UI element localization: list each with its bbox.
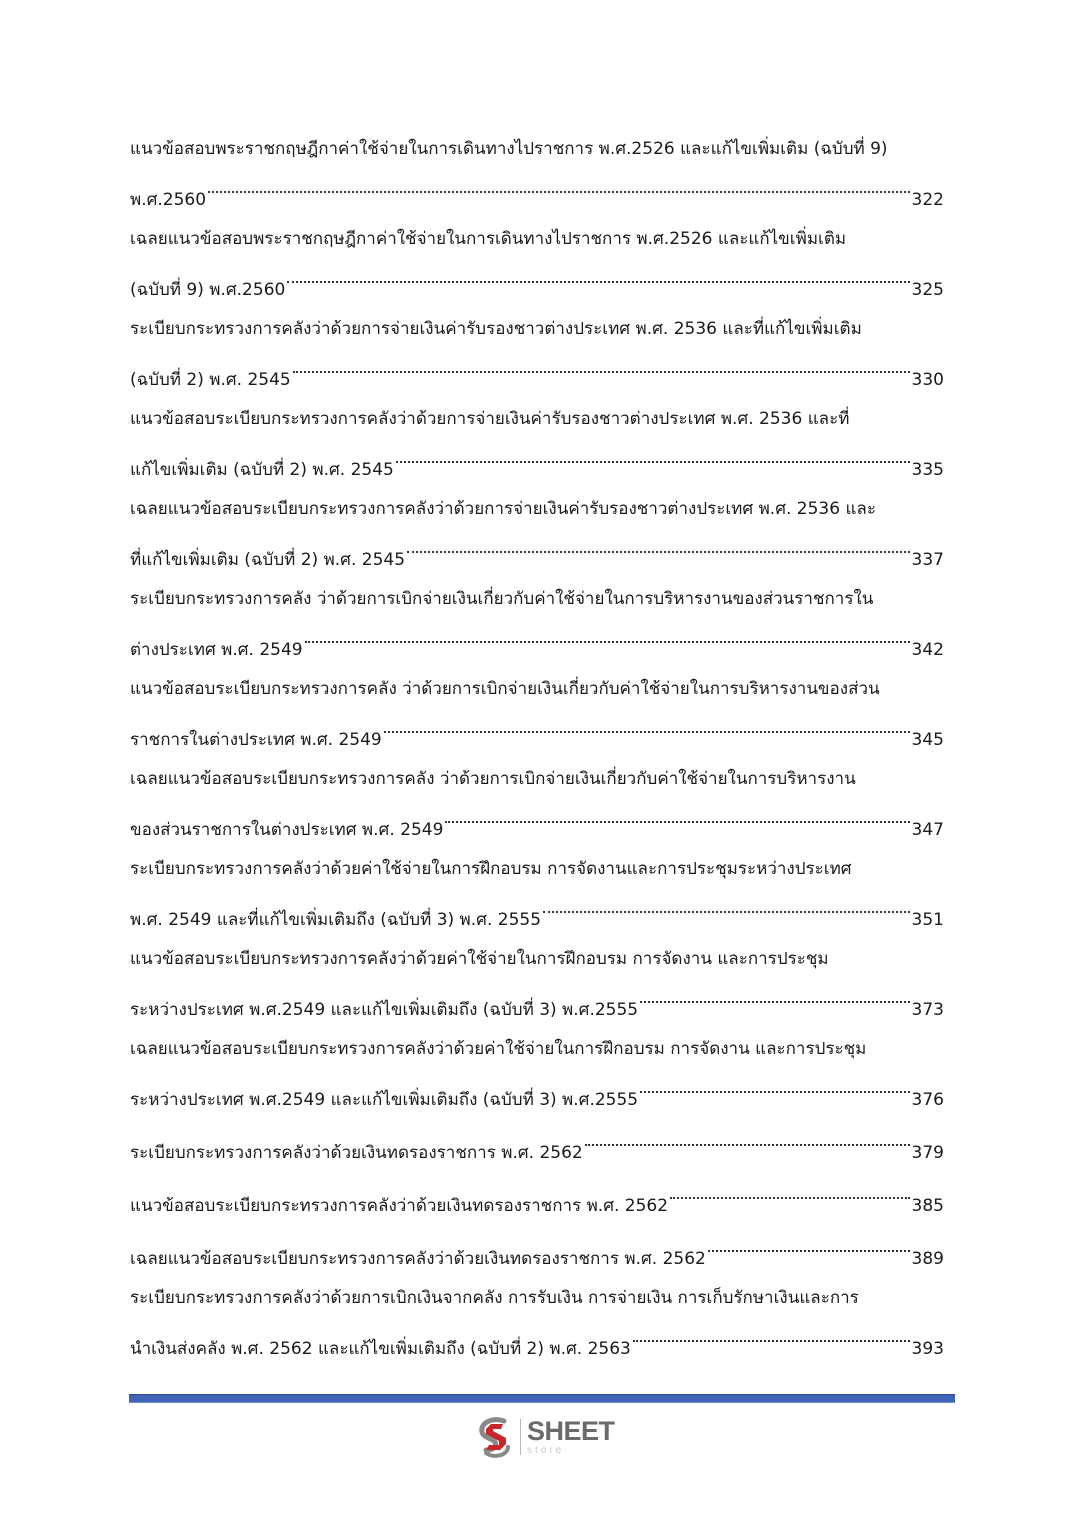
toc-entry-title: เฉลยแนวข้อสอบระเบียบกระทรวงการคลังว่าด้วยค่าใช้จ่ายในการฝึกอบรม การจัดงาน และการประชุม [130,1039,867,1059]
toc-entry-title: เฉลยแนวข้อสอบระเบียบกระทรวงการคลัง ว่าด้วยการเบิกจ่ายเงินเกี่ยวกับค่าใช้จ่ายในการบริหารงาน [130,769,856,789]
toc-entry-title: เฉลยแนวข้อสอบพระราชกฤษฎีกาค่าใช้จ่ายในการเดินทางไปราชการ พ.ศ.2526 และแก้ไขเพิ่มเติม [130,229,847,249]
toc-entry-title: ระเบียบกระทรวงการคลังว่าด้วยค่าใช้จ่ายในการฝึกอบรม การจัดงานและการประชุมระหว่างประเทศ [130,859,852,879]
toc-page-number: 342 [911,640,944,660]
logo-main-text: SHEET [527,1416,615,1446]
toc-entry-title: แนวข้อสอบระเบียบกระทรวงการคลังว่าด้วยค่าใช้จ่ายในการฝึกอบรม การจัดงาน และการประชุม [130,949,829,969]
toc-entry[interactable] [130,1280,944,1370]
footer-rule [129,1394,955,1403]
dot-leader [543,888,910,925]
toc-entry-title-cont: พ.ศ. 2549 และที่แก้ไขเพิ่มเติมถึง (ฉบับที่ 3) พ.ศ. 2555 [130,910,542,930]
dot-leader [708,1227,910,1264]
dot-leader [305,618,910,655]
toc-page-number: 385 [911,1196,944,1216]
toc-entry[interactable] [130,1121,944,1174]
toc-entry-title: เฉลยแนวข้อสอบระเบียบกระทรวงการคลังว่าด้วยเงินทดรองราชการ พ.ศ. 2562 [130,1249,706,1269]
toc-entry[interactable] [130,671,944,761]
logo-divider [520,1419,521,1455]
toc-entry[interactable] [130,491,944,581]
sheet-store-logo [474,1414,615,1460]
toc-entry[interactable] [130,311,944,401]
dot-leader [293,348,910,385]
toc-entry-title: ระเบียบกระทรวงการคลังว่าด้วยการเบิกเงินจากคลัง การรับเงิน การจ่ายเงิน การเก็บรักษาเงินและการ [130,1288,859,1308]
dot-leader [396,438,910,475]
toc-entry-title-cont: (ฉบับที่ 2) พ.ศ. 2545 [130,370,291,390]
toc-entry-title-cont: ระหว่างประเทศ พ.ศ.2549 และแก้ไขเพิ่มเติมถึง (ฉบับที่ 3) พ.ศ.2555 [130,1090,639,1110]
toc-entry-title: ระเบียบกระทรวงการคลังว่าด้วยเงินทดรองราชการ พ.ศ. 2562 [130,1143,583,1163]
toc-page-number: 393 [911,1339,944,1359]
toc-page-number: 345 [911,730,944,750]
toc-page-number: 351 [911,910,944,930]
toc-page-number: 337 [911,550,944,570]
toc-entry-title: ระเบียบกระทรวงการคลัง ว่าด้วยการเบิกจ่ายเงินเกี่ยวกับค่าใช้จ่ายในการบริหารงานของส่วนราชการใน [130,589,874,609]
toc-entry[interactable] [130,1031,944,1121]
logo-wordmark [527,1418,615,1456]
toc-entry[interactable] [130,851,944,941]
toc-page-number: 379 [911,1143,944,1163]
dot-leader [633,1317,910,1354]
toc-entry-title: แนวข้อสอบระเบียบกระทรวงการคลังว่าด้วยเงินทดรองราชการ พ.ศ. 2562 [130,1196,669,1216]
table-of-contents [130,131,944,1370]
toc-entry-title-cont: (ฉบับที่ 9) พ.ศ.2560 [130,280,286,300]
dot-leader [208,168,909,205]
sheet-store-s-icon [474,1415,518,1459]
toc-entry[interactable] [130,221,944,311]
toc-entry[interactable] [130,131,944,221]
dot-leader [670,1174,909,1211]
dot-leader [585,1121,910,1158]
toc-entry-title-cont: ของส่วนราชการในต่างประเทศ พ.ศ. 2549 [130,820,444,840]
toc-page-number: 335 [911,460,944,480]
toc-entry[interactable] [130,401,944,491]
dot-leader [445,798,909,835]
dot-leader [640,1068,909,1105]
toc-entry-title: ระเบียบกระทรวงการคลังว่าด้วยการจ่ายเงินค่ารับรองชาวต่างประเทศ พ.ศ. 2536 และที่แก้ไขเพิ่มเติม [130,319,862,339]
toc-entry-title-cont: ระหว่างประเทศ พ.ศ.2549 และแก้ไขเพิ่มเติมถึง (ฉบับที่ 3) พ.ศ.2555 [130,1000,639,1020]
toc-page-number: 376 [911,1090,944,1110]
toc-entry-title: แนวข้อสอบพระราชกฤษฎีกาค่าใช้จ่ายในการเดินทางไปราชการ พ.ศ.2526 และแก้ไขเพิ่มเติม (ฉบับที่ 9) [130,139,888,159]
dot-leader [287,258,909,295]
toc-page-number: 322 [911,190,944,210]
toc-page-number: 373 [911,1000,944,1020]
toc-entry-title: แนวข้อสอบระเบียบกระทรวงการคลังว่าด้วยการจ่ายเงินค่ารับรองชาวต่างประเทศ พ.ศ. 2536 และที่ [130,409,850,429]
toc-entry-title-cont: ต่างประเทศ พ.ศ. 2549 [130,640,303,660]
toc-entry-title-cont: แก้ไขเพิ่มเติม (ฉบับที่ 2) พ.ศ. 2545 [130,460,394,480]
toc-entry-title-cont: พ.ศ.2560 [130,190,207,210]
toc-entry-title: เฉลยแนวข้อสอบระเบียบกระทรวงการคลังว่าด้วยการจ่ายเงินค่ารับรองชาวต่างประเทศ พ.ศ. 2536 และ [130,499,876,519]
toc-entry-title-cont: ที่แก้ไขเพิ่มเติม (ฉบับที่ 2) พ.ศ. 2545 [130,550,406,570]
dot-leader [640,978,909,1015]
toc-entry[interactable] [130,1227,944,1280]
logo-sub-text: store [527,1445,565,1456]
toc-entry[interactable] [130,761,944,851]
dot-leader [407,528,910,565]
dot-leader [384,708,910,745]
toc-page-number: 325 [911,280,944,300]
toc-entry[interactable] [130,941,944,1031]
toc-entry[interactable] [130,581,944,671]
toc-entry-title-cont: นำเงินส่งคลัง พ.ศ. 2562 และแก้ไขเพิ่มเติมถึง (ฉบับที่ 2) พ.ศ. 2563 [130,1339,631,1359]
toc-entry-title: แนวข้อสอบระเบียบกระทรวงการคลัง ว่าด้วยการเบิกจ่ายเงินเกี่ยวกับค่าใช้จ่ายในการบริหารงานของส่วน [130,679,880,699]
toc-page-number: 330 [911,370,944,390]
toc-entry-title-cont: ราชการในต่างประเทศ พ.ศ. 2549 [130,730,382,750]
toc-page-number: 389 [911,1249,944,1269]
toc-entry[interactable] [130,1174,944,1227]
toc-page-number: 347 [911,820,944,840]
